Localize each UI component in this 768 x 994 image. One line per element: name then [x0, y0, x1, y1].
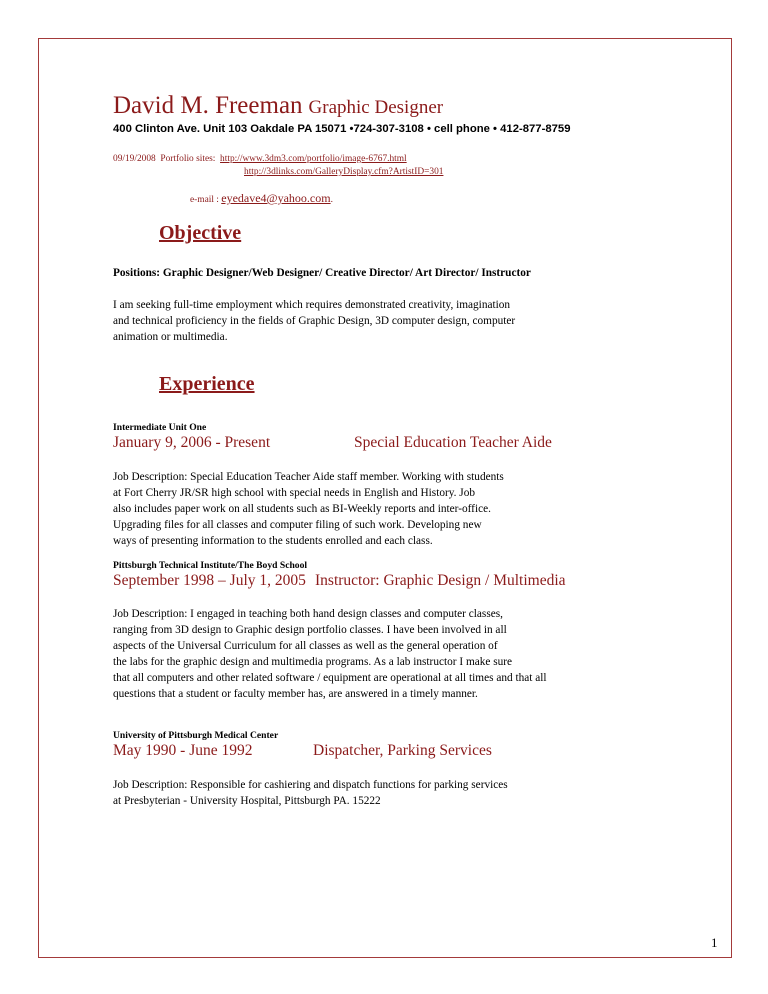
job-description-line: that all computers and other related software / equipment are operational at all times and that all	[113, 672, 547, 684]
email-label: e-mail :	[190, 195, 219, 205]
job-description-line: ranging from 3D design to Graphic design portfolio classes. I have been involved in all	[113, 624, 507, 636]
portfolio-link-2[interactable]: http://3dlinks.com/GalleryDisplay.cfm?ArtistID=301	[244, 167, 444, 177]
job-description-line: also includes paper work on all students such as BI-Weekly reports and inter-office.	[113, 503, 491, 515]
job-role: Instructor: Graphic Design / Multimedia	[315, 572, 566, 589]
portfolio-label: Portfolio sites:	[160, 154, 216, 164]
portfolio-link-1[interactable]: http://www.3dm3.com/portfolio/image-6767.html	[220, 154, 407, 164]
job-employer: Intermediate Unit One	[113, 422, 207, 433]
job-dates: September 1998 – July 1, 2005	[113, 572, 306, 589]
email-suffix: .	[330, 195, 333, 205]
job-description-line: Job Description: I engaged in teaching both hand design classes and computer classes,	[113, 608, 503, 620]
objective-line: and technical proficiency in the fields of Graphic Design, 3D computer design, computer	[113, 315, 516, 327]
job-description-line: aspects of the Universal Curriculum for all classes as well as the general operation of	[113, 640, 498, 652]
job-dates: May 1990 - June 1992	[113, 742, 253, 759]
email-row	[190, 191, 333, 206]
job-description-line: Job Description: Responsible for cashiering and dispatch functions for parking services	[113, 779, 508, 791]
experience-heading: Experience	[159, 373, 255, 395]
job-dates: January 9, 2006 - Present	[113, 434, 271, 451]
resume-header	[113, 92, 443, 122]
job-description-line: at Presbyterian - University Hospital, Pittsburgh PA. 15222	[113, 795, 381, 807]
positions-line: Positions: Graphic Designer/Web Designer/ Creative Director/ Art Director/ Instructor	[113, 267, 531, 279]
job-employer: Pittsburgh Technical Institute/The Boyd School	[113, 560, 308, 571]
job-description	[113, 469, 504, 549]
job-role: Dispatcher, Parking Services	[313, 742, 492, 759]
job-description-line: the labs for the graphic design and multimedia programs. As a lab instructor I make sure	[113, 656, 513, 668]
document-date: 09/19/2008	[113, 154, 156, 164]
objective-line: animation or multimedia.	[113, 331, 228, 343]
objective-line: I am seeking full-time employment which requires demonstrated creativity, imagination	[113, 299, 511, 311]
contact-address: 400 Clinton Ave. Unit 103 Oakdale PA 15071 •724-307-3108 • cell phone • 412-877-8759	[113, 123, 571, 135]
portfolio-row	[113, 154, 407, 164]
candidate-name: David M. Freeman	[113, 92, 303, 119]
page-number: 1	[711, 935, 718, 950]
job-description	[113, 777, 508, 809]
candidate-title: Graphic Designer	[308, 97, 444, 118]
job-description-line: Job Description: Special Education Teacher Aide staff member. Working with students	[113, 471, 504, 483]
job-role: Special Education Teacher Aide	[354, 434, 552, 451]
objective-heading: Objective	[159, 222, 242, 244]
objective-paragraph	[113, 297, 515, 345]
job-employer: University of Pittsburgh Medical Center	[113, 730, 279, 741]
job-description-line: Upgrading files for all classes and computer filing of such work. Developing new	[113, 519, 482, 531]
job-description-line: ways of presenting information to the students enrolled and each class.	[113, 535, 433, 547]
job-description-line: questions that a student or faculty member has, are answered in a timely manner.	[113, 688, 478, 700]
email-link[interactable]: eyedave4@yahoo.com	[221, 191, 331, 205]
job-description-line: at Fort Cherry JR/SR high school with special needs in English and History. Job	[113, 487, 475, 499]
job-description	[113, 606, 547, 702]
